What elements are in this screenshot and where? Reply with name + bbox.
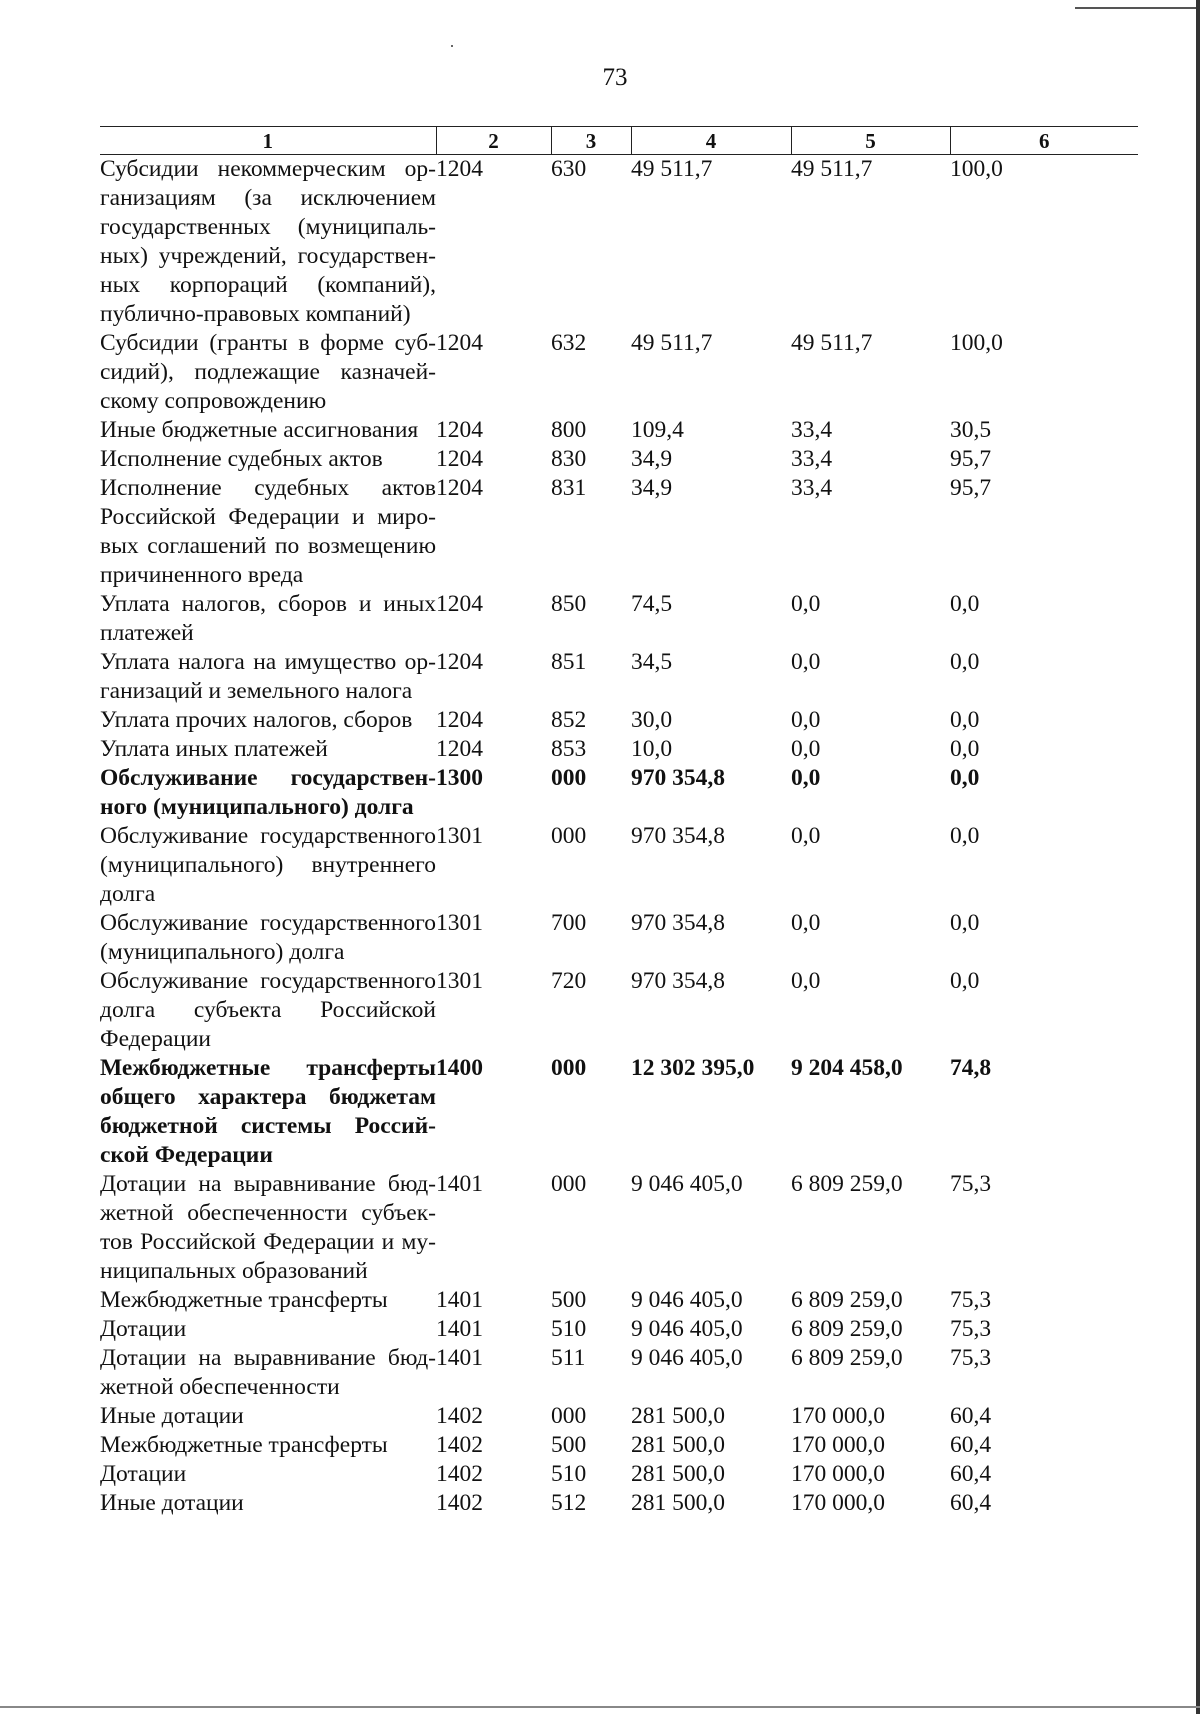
row-percent: 75,3 xyxy=(950,1316,992,1342)
row-planned: 109,4 xyxy=(631,417,684,443)
row-name: Иные бюджетные ассигнования xyxy=(100,417,419,443)
table-row xyxy=(100,648,1138,706)
row-section: 1402 xyxy=(436,1461,483,1487)
row-name: Уплата налогов, сборов и иных платежей xyxy=(100,591,436,646)
row-name: Уплата иных платежей xyxy=(100,736,328,762)
row-planned: 281 500,0 xyxy=(631,1432,725,1458)
table-body xyxy=(100,155,1138,1519)
header-col-4: 4 xyxy=(631,127,791,155)
row-planned: 970 354,8 xyxy=(631,765,725,791)
row-planned: 9 046 405,0 xyxy=(631,1171,743,1197)
row-code: 512 xyxy=(551,1490,587,1516)
row-code: 500 xyxy=(551,1432,587,1458)
row-code: 720 xyxy=(551,968,587,994)
header-col-5: 5 xyxy=(791,127,950,155)
row-section: 1204 xyxy=(436,417,483,443)
row-executed: 33,4 xyxy=(791,417,833,443)
table-row xyxy=(100,1431,1138,1460)
row-planned: 281 500,0 xyxy=(631,1403,725,1429)
row-planned: 74,5 xyxy=(631,591,673,617)
row-planned: 12 302 395,0 xyxy=(631,1055,755,1081)
row-percent: 75,3 xyxy=(950,1287,992,1313)
row-planned: 10,0 xyxy=(631,736,673,762)
row-percent: 30,5 xyxy=(950,417,992,443)
row-name: Межбюджетные трансферты xyxy=(100,1432,388,1458)
row-name: Обслуживание государственного долга субъекта Российской Федерации xyxy=(100,968,436,1052)
row-section: 1300 xyxy=(436,765,483,791)
table-row xyxy=(100,474,1138,590)
row-planned: 970 354,8 xyxy=(631,910,725,936)
row-code: 000 xyxy=(551,765,587,791)
row-executed: 170 000,0 xyxy=(791,1432,885,1458)
row-section: 1204 xyxy=(436,446,483,472)
row-section: 1400 xyxy=(436,1055,483,1081)
row-executed: 49 511,7 xyxy=(791,330,873,356)
row-section: 1204 xyxy=(436,475,483,501)
row-percent: 0,0 xyxy=(950,649,980,675)
table-row xyxy=(100,1315,1138,1344)
page-number: 73 xyxy=(602,64,628,91)
row-executed: 6 809 259,0 xyxy=(791,1287,903,1313)
row-name: Исполнение судебных актов xyxy=(100,446,383,472)
row-executed: 6 809 259,0 xyxy=(791,1345,903,1371)
row-code: 852 xyxy=(551,707,587,733)
row-code: 000 xyxy=(551,1171,587,1197)
row-code: 000 xyxy=(551,1055,587,1081)
row-executed: 9 204 458,0 xyxy=(791,1055,903,1081)
row-name: Субсидии (гранты в форме субсидий), подлежащие казначейскому сопровождению xyxy=(100,330,436,414)
row-code: 831 xyxy=(551,475,587,501)
row-section: 1204 xyxy=(436,591,483,617)
table-row xyxy=(100,1460,1138,1489)
row-name: Дотации на выравнивание бюджетной обеспеченности субъектов Российской Федерации и муниципальных образований xyxy=(100,1171,436,1284)
row-section: 1402 xyxy=(436,1403,483,1429)
row-section: 1301 xyxy=(436,968,483,994)
row-name: Обслуживание государственного (муниципального) долга xyxy=(100,765,436,820)
row-executed: 33,4 xyxy=(791,475,833,501)
row-executed: 170 000,0 xyxy=(791,1403,885,1429)
row-section: 1204 xyxy=(436,649,483,675)
row-name: Уплата налога на имущество организаций и земельного налога xyxy=(100,649,436,704)
row-code: 511 xyxy=(551,1345,586,1371)
scan-edge-right xyxy=(1196,0,1200,1714)
row-name: Дотации xyxy=(100,1316,187,1342)
row-executed: 0,0 xyxy=(791,823,821,849)
scan-speck xyxy=(451,45,453,47)
row-code: 700 xyxy=(551,910,587,936)
row-section: 1204 xyxy=(436,736,483,762)
table-header xyxy=(100,127,1138,155)
scan-edge-top xyxy=(1075,7,1200,9)
table-row xyxy=(100,1489,1138,1518)
header-col-3: 3 xyxy=(551,127,631,155)
row-code: 500 xyxy=(551,1287,587,1313)
table-row xyxy=(100,155,1138,330)
table-row xyxy=(100,1402,1138,1431)
row-percent: 60,4 xyxy=(950,1432,992,1458)
row-name: Межбюджетные трансферты общего характера бюджетам бюджетной системы Российской Федерации xyxy=(100,1055,436,1168)
table-row xyxy=(100,1170,1138,1286)
row-executed: 6 809 259,0 xyxy=(791,1171,903,1197)
header-col-2: 2 xyxy=(436,127,551,155)
row-name: Дотации xyxy=(100,1461,187,1487)
budget-table xyxy=(100,126,1138,1518)
row-code: 850 xyxy=(551,591,587,617)
row-name: Межбюджетные трансферты xyxy=(100,1287,388,1313)
table-row xyxy=(100,1286,1138,1315)
row-executed: 0,0 xyxy=(791,910,821,936)
row-section: 1204 xyxy=(436,707,483,733)
row-percent: 0,0 xyxy=(950,823,980,849)
row-percent: 74,8 xyxy=(950,1055,992,1081)
row-planned: 9 046 405,0 xyxy=(631,1316,743,1342)
row-code: 853 xyxy=(551,736,587,762)
table-row xyxy=(100,445,1138,474)
scan-edge-bottom xyxy=(0,1706,1200,1708)
row-executed: 0,0 xyxy=(791,649,821,675)
row-planned: 30,0 xyxy=(631,707,673,733)
table-row xyxy=(100,329,1138,416)
row-percent: 100,0 xyxy=(950,156,1003,182)
row-executed: 170 000,0 xyxy=(791,1490,885,1516)
row-planned: 281 500,0 xyxy=(631,1490,725,1516)
header-row xyxy=(100,127,1138,155)
row-section: 1401 xyxy=(436,1171,483,1197)
row-executed: 49 511,7 xyxy=(791,156,873,182)
row-percent: 0,0 xyxy=(950,968,980,994)
row-percent: 60,4 xyxy=(950,1490,992,1516)
row-percent: 60,4 xyxy=(950,1403,992,1429)
table-row xyxy=(100,909,1138,967)
row-percent: 0,0 xyxy=(950,591,980,617)
row-section: 1204 xyxy=(436,330,483,356)
table-row xyxy=(100,1054,1138,1170)
row-percent: 0,0 xyxy=(950,707,980,733)
row-code: 630 xyxy=(551,156,587,182)
row-code: 800 xyxy=(551,417,587,443)
row-executed: 33,4 xyxy=(791,446,833,472)
row-executed: 0,0 xyxy=(791,968,821,994)
header-col-1: 1 xyxy=(100,127,436,155)
row-name: Обслуживание государственного (муниципального) внутреннего долга xyxy=(100,823,436,907)
header-col-6: 6 xyxy=(950,127,1138,155)
table-row xyxy=(100,416,1138,445)
row-code: 000 xyxy=(551,1403,587,1429)
row-name: Иные дотации xyxy=(100,1490,244,1516)
row-planned: 970 354,8 xyxy=(631,823,725,849)
row-percent: 95,7 xyxy=(950,475,992,501)
row-planned: 9 046 405,0 xyxy=(631,1287,743,1313)
row-planned: 34,5 xyxy=(631,649,673,675)
row-planned: 970 354,8 xyxy=(631,968,725,994)
row-percent: 75,3 xyxy=(950,1171,992,1197)
row-name: Уплата прочих налогов, сборов xyxy=(100,707,413,733)
row-executed: 6 809 259,0 xyxy=(791,1316,903,1342)
table-row xyxy=(100,967,1138,1054)
row-section: 1401 xyxy=(436,1345,483,1371)
row-name: Исполнение судебных актов Российской Федерации и мировых соглашений по возмещению причиненного вреда xyxy=(100,475,436,588)
row-name: Обслуживание государственного (муниципального) долга xyxy=(100,910,436,965)
row-code: 510 xyxy=(551,1316,587,1342)
row-executed: 170 000,0 xyxy=(791,1461,885,1487)
row-section: 1204 xyxy=(436,156,483,182)
row-section: 1401 xyxy=(436,1316,483,1342)
table-row xyxy=(100,764,1138,822)
row-section: 1401 xyxy=(436,1287,483,1313)
row-section: 1402 xyxy=(436,1490,483,1516)
row-code: 851 xyxy=(551,649,587,675)
table-row xyxy=(100,590,1138,648)
row-code: 510 xyxy=(551,1461,587,1487)
row-percent: 75,3 xyxy=(950,1345,992,1371)
table-row xyxy=(100,1344,1138,1402)
row-executed: 0,0 xyxy=(791,591,821,617)
row-code: 632 xyxy=(551,330,587,356)
row-executed: 0,0 xyxy=(791,765,821,791)
row-section: 1301 xyxy=(436,823,483,849)
row-executed: 0,0 xyxy=(791,736,821,762)
row-planned: 49 511,7 xyxy=(631,156,713,182)
row-name: Дотации на выравнивание бюджетной обеспеченности xyxy=(100,1345,436,1400)
row-executed: 0,0 xyxy=(791,707,821,733)
row-section: 1301 xyxy=(436,910,483,936)
row-planned: 281 500,0 xyxy=(631,1461,725,1487)
table-row xyxy=(100,822,1138,909)
row-planned: 34,9 xyxy=(631,475,673,501)
row-section: 1402 xyxy=(436,1432,483,1458)
row-percent: 100,0 xyxy=(950,330,1003,356)
row-name: Иные дотации xyxy=(100,1403,244,1429)
row-code: 830 xyxy=(551,446,587,472)
table-row xyxy=(100,706,1138,735)
row-code: 000 xyxy=(551,823,587,849)
row-percent: 95,7 xyxy=(950,446,992,472)
row-planned: 49 511,7 xyxy=(631,330,713,356)
row-percent: 0,0 xyxy=(950,910,980,936)
row-planned: 9 046 405,0 xyxy=(631,1345,743,1371)
table-row xyxy=(100,735,1138,764)
row-name: Субсидии некоммерческим организациям (за исключением государственных (муниципальных) учреждений, государственных корпораций (компаний), публично-правовых компаний) xyxy=(100,156,436,327)
row-percent: 0,0 xyxy=(950,765,980,791)
row-percent: 0,0 xyxy=(950,736,980,762)
row-percent: 60,4 xyxy=(950,1461,992,1487)
row-planned: 34,9 xyxy=(631,446,673,472)
